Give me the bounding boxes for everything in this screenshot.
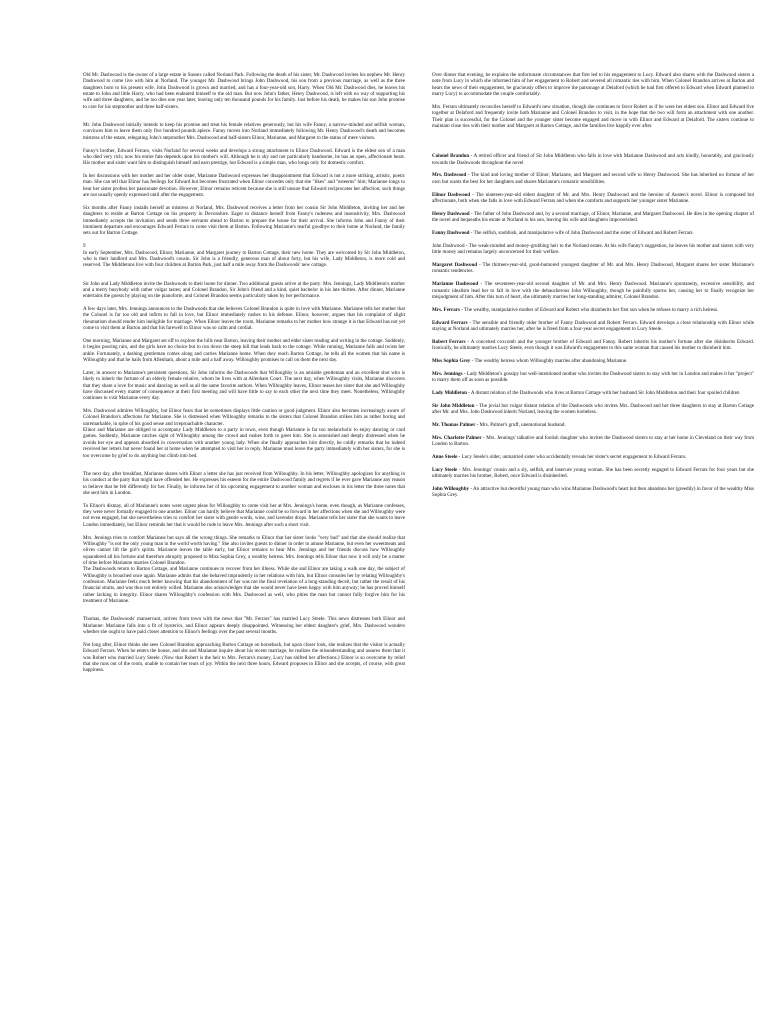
character-entry <box>432 454 754 460</box>
character-name: Mr. Thomas Palmer <box>432 422 476 429</box>
paragraph: In her discussions with her mother and her older sister, Marianne Dashwood expresses her disappointment that Edward is not a more striking, artistic, poetic man. She can tell that Elinor has feelings for Edward but becomes frustrated when Elinor concedes only that she "likes" and "esteems" him; Marianne longs to hear her sister profess her passionate devotion. However, Elinor remains reticent because she is still unsure that Edward reciprocates her affection; such things are not usually openly expressed until after the engagement. <box>83 173 405 199</box>
paragraph: Mr. John Dashwood initially intends to keep his promise and treat his female relatives generously, but his wife Fanny, a narrow-minded and selfish woman, convinces him to leave them only five hundred pounds apiece. Fanny moves into Norland immediately following Mr. Henry Dashwood's death and becomes mistress of the estate, relegating John's stepmother Mrs. Dashwood and half-sisters Elinor, Marianne, and Margaret to the status of mere visitors. <box>83 122 405 141</box>
character-name: Lady Middleton <box>432 390 467 396</box>
character-description: - The seventeen-year-old second daughter of Mr. and Mrs. Henry Dashwood. Marianne's spontaneity, excessive sensibility, and romantic idealism lead her to fall in love with the debaucherous John Willoughby, though he painfully spurns her, causing her to finally recognize her misjudgment of him. After this turn of heart, she ultimately marries her long-standing admirer, Colonel Brandon. <box>432 281 754 300</box>
character-description: - The thirteen-year-old, good-humored youngest daughter of Mr. and Mrs. Henry Dashwood, Margaret shares her sister Marianne's romantic tendencies. <box>432 262 755 275</box>
character-description: - The father of John Dashwood and, by a second marriage, of Elinor, Marianne, and Margaret Dashwood. He dies in the opening chapter of the novel and bequeaths his estate at Norland to his son, leaving his wife and daughters impoverished. <box>432 210 754 224</box>
character-name: Robert Ferrars <box>432 338 466 345</box>
character-entry <box>432 153 754 166</box>
character-description: - The selfish, snobbish, and manipulative wife of John Dashwood and the sister of Edward and Robert Ferrars. <box>469 230 694 236</box>
character-entry <box>432 422 754 428</box>
character-name: Sir John Middleton <box>432 402 475 409</box>
character-name: Mrs. Jennings <box>432 370 463 377</box>
paragraph: Mrs. Dashwood admires Willoughby, but Elinor fears that he sometimes displays little caution or good judgment. Elinor also becomes increasingly aware of Colonel Brandon's affections for Marianne. She is distressed when Willoughby remarks to the sisters that Colonel Brandon strikes him as rather boring and unremarkable, in spite of his good sense and irreproachable character. Elinor and Marianne are obliged to accompany Lady Middleton to a party in town, even though Marianne is far too melancholic to enjoy dancing or card games. Suddenly, Marianne catches sight of Willoughby among the crowd and rushes forth to greet him. She is astonished and deeply distressed when he avoids her eye and appears absorbed in conversation with another young lady. When she finally approaches him directly, he coldly remarks that he indeed received her letters but never found her at home when he attempted to visit her in reply. Marianne must leave the party immediately with her sisters, for she is too overcome by grief to do anything but climb into bed. <box>83 408 405 459</box>
paragraph: Fanny's brother, Edward Ferrars, visits Norland for several weeks and develops a strong attachment to Elinor Dashwood. Edward is the eldest son of a man who died very rich; now his entire fate depends upon his mother's will. Although he is shy and not particularly handsome, he has an open, affectionate heart. His mother and sister want him to distinguish himself and earn prestige, but Edward is a simple man, who longs only for domestic comfort. <box>83 147 405 167</box>
character-entry <box>432 262 754 275</box>
character-entry <box>432 172 754 185</box>
character-entry <box>432 467 754 480</box>
character-description: - A retired officer and friend of Sir John Middleton who falls in love with Marianne Dashwood and acts kindly, honorably, and graciously towards the Dashwoods throughout the novel <box>432 153 754 166</box>
character-entry <box>432 486 754 499</box>
character-entry <box>432 307 754 313</box>
paragraph: To Elinor's dismay, all of Marianne's notes were urgent pleas for Willoughby to come visit her at Mrs. Jennings's home, even though, as Marianne confesses, they were never formally engaged to one another. Elinor can hardly believe that Marianne could be so forward in her affections when she and Willoughby were not even engaged, but she nevertheless tries to comfort her sister with gentle words, wine, and lavender drops. Marianne tells her sister that she wants to leave London immediately, but Elinor reminds her that it would be rude to leave Mrs. Jennings after such a short visit. <box>83 502 405 528</box>
paragraph: Later, in answer to Marianne's persistent questions, Sir John informs the Dashwoods that Willoughby is an amiable gentleman and an excellent shot who is likely to inherit the fortune of an elderly female relative, whom he lives with at Allenham Court. The next day, when Willoughby visits, Marianne discovers that they share a love for music and dancing as well as all the same favorite authors. When Willoughby leaves, Elinor teases her sister that she and Willoughby have discussed every matter of consequence at their first meeting and will have little to say to each other the next time they meet. Nonetheless, Willoughby continues to visit Marianne every day. <box>83 369 405 402</box>
character-name: Mrs. Dashwood <box>432 172 467 179</box>
character-entry <box>432 435 754 448</box>
character-entry <box>432 339 754 352</box>
character-description: - The sensible and friendly older brother of Fanny Dashwood and Robert Ferrars. Edward develops a close relationship with Elinor while staying at Norland and ultimately marries her, after he is freed from a four-year secret engagement to Lucy Steele. <box>432 319 754 332</box>
left-column <box>83 72 405 680</box>
paragraph: Sir John and Lady Middleton invite the Dashwoods to their home for dinner. Two additional guests arrive at the party: Mrs. Jennings, Lady Middleton's mother and a merry busybody with rather vulgar tastes; and Colonel Brandon, Sir John's friend and a kind, quiet bachelor in his late thirties. After dinner, Marianne entertains the guests by playing on the pianoforte, and Colonel Brandon seems particularly taken by her performance. <box>83 280 405 300</box>
character-description: - The wealthy heiress whom Willoughby marries after abandoning Marianne. <box>470 357 628 364</box>
character-entry <box>432 390 754 396</box>
paragraph: Mrs. Jennings tries to comfort Marianne but says all the wrong things. She remarks to Elinor that her sister looks "very bad" and that she should realize that Willoughby "is not the only young man in the world worth having." She also invites guests to dinner in order to amuse Marianne, but even her sweetmeats and olives cannot lift the girl's spirits. Marianne leaves the table early, but Elinor remains to hear Mrs. Jennings and her friends discuss how Willoughby squandered all his fortune and therefore abruptly proposed to Miss Sophia Grey, a wealthy heiress. Mrs. Jennings tells Elinor that now it will only be a matter of time before Marianne marries Colonel Brandon. The Dashwoods return to Barton Cottage, and Marianne continues to recover from her illness. While she and Elinor are taking a walk one day, the subject of Willoughby is broached once again. Marianne admits that she behaved imprudently in her relations with him, but Elinor consoles her by relating Willoughby's confession. Marianne feels much better knowing that his abandonment of her was not the final revelation of a long-standing deceit, but rather the result of his financial straits, and was thus not entirely willed. Marianne also acknowledges that she would never have been happy with him anyway; he has proved himself rather lacking in integrity. Elinor shares Willoughby's confession with Mrs. Dashwood as well, who pities the man but cannot fully forgive him for his treatment of Marianne. <box>83 534 405 605</box>
character-entry <box>432 371 754 384</box>
character-name: John Willoughby <box>432 486 470 493</box>
character-entry <box>432 230 754 236</box>
character-name: Elinor Dashwood <box>432 191 471 198</box>
character-name: Lucy Steele <box>432 466 458 473</box>
paragraph: Six months after Fanny installs herself as mistress at Norland, Mrs. Dashwood receives a letter from her cousin Sir John Middleton, inviting her and her daughters to reside at Barton Cottage on his property in Devonshire. Eager to distance herself from Fanny's rudeness and insensitivity, Mrs. Dashwood immediately accepts the invitation and sends three servants ahead to Barton to prepare the house for their arrival. She informs John and Fanny of their imminent departure and encourages Edward Ferrars to come visit them at Barton. Following Marianne's tearful goodbye to their home at Norland, the family sets out for Barton Cottage. <box>83 205 405 237</box>
character-name: Margaret Dashwood <box>432 262 478 269</box>
character-description: - The nineteen-year-old eldest daughter of Mr. and Mrs. Henry Dashwood and the heroine of Austen's novel. Elinor is composed but affectionate, both when she falls in love with Edward Ferrars and when she comforts and supports her younger sister Marianne. <box>432 191 754 204</box>
character-description: - Mrs. Jennings' talkative and foolish daughter who invites the Dashwood sisters to stay at her home in Cleveland on their way from London to Barton. <box>432 434 755 448</box>
character-entry <box>432 281 754 300</box>
character-description: - The jovial but vulgar distant relation of the Dashwoods who invites Mrs. Dashwood and her three daughters to stay at Barton Cottage after Mr. and Mrs. John Dashwood inherit Norland, leaving the women homeless. <box>432 402 754 416</box>
character-name: Mrs. Ferrars <box>432 306 461 313</box>
character-name: Edward Ferrars <box>432 319 468 326</box>
paragraph: Over dinner that evening, he explains the unfortunate circumstances that first led to his engagement to Lucy. Edward also shares with the Dashwood sisters a note from Lucy in which she informed him of her engagement to Robert and severed all romantic ties with him. When Colonel Brandon arrives at Barton and hears the news of their engagement, he graciously offers to improve the parsonage at Delaford (which he had first offered to Edward when Edward planned to marry Lucy) to accommodate the couple comfortably. <box>432 72 754 98</box>
character-entry <box>432 211 754 224</box>
character-name: Marianne Dashwood <box>432 281 479 288</box>
character-name: John Dashwood <box>432 242 465 249</box>
character-description: - Mrs. Palmer's gruff, unemotional husband. <box>475 422 566 429</box>
character-description: - Lady Middleton's gossipy but well-intentioned mother who invites the Dashwood sisters to stay with her in London and makes it her "project" to marry them off as soon as possible. <box>432 370 754 384</box>
paragraph: Mrs. Ferrars ultimately reconciles herself to Edward's new situation, though she continues to favor Robert as if he were her eldest son. Elinor and Edward live together at Delaford and frequently invite both Marianne and Colonel Brandon to visit, in the hope that the two will form an attachment with one another. Their plan is successful, for the Colonel and the younger sister become engaged and move in with Elinor and Edward at Delaford. The sisters continue to maintain close ties with their mother and Margaret at Barton Cottage, and the families live happily ever after. <box>432 103 754 129</box>
paragraph: Not long after, Elinor thinks she sees Colonel Brandon approaching Barton Cottage on horseback, but upon closer look, she realizes that the visitor is actually Edward Ferrars. When he enters the house, and she and Marianne inquire about his recent marriage, he realizes the misunderstanding and assures them that it was Robert who married Lucy Steele. (Now that Robert is the heir to Mrs. Ferrars's money, Lucy has shifted her affections.) Elinor is so overcome by relief that she runs out of the room, unable to contain her tears of joy. Within the next three hours, Edward proposes to Elinor and she accepts, of course, with great happiness. <box>83 641 405 674</box>
character-description: - An attractive but deceitful young man who wins Marianne Dashwood's heart but then abandons her (greedily) in favor of the wealthy Miss Sophia Grey. <box>432 486 755 499</box>
character-entry <box>432 320 754 333</box>
character-list <box>432 153 754 499</box>
paragraph: 9 In early September, Mrs. Dashwood, Elinor, Marianne, and Margaret journey to Barton Cottage, their new home. They are welcomed by Sir John Middleton, who is their landlord and Mrs. Dashwood's cousin. Sir John is a friendly, generous man of about forty, but his wife, Lady Middleton, is more cold and reserved. The Middletons live with four children at Barton Park, just half a mile away from the Dashwoods' new cottage. <box>83 243 405 269</box>
character-description: - The weak-minded and money-grubbing heir to the Norland estate. At his wife Fanny's suggestion, he leaves his mother and sisters with very little money and remains largely unconcerned for their welfare. <box>432 242 754 256</box>
character-entry <box>432 192 754 205</box>
character-entry <box>432 243 754 256</box>
character-entry <box>432 358 754 364</box>
character-description: - The kind and loving mother of Elinor, Marianne, and Margaret and second wife to Henry Dashwood. She has inherited no fortune of her own but wants the best for her daughters and shares Marianne's romantic sensibilities. <box>432 172 754 185</box>
character-name: Henry Dashwood <box>432 210 470 217</box>
character-name: Mrs. Charlotte Palmer <box>432 434 482 441</box>
character-description: - A conceited coxcomb and the younger brother of Edward and Fanny. Robert inherits his mother's fortune after she disinherits Edward. Ironically, he ultimately marries Lucy Steele, even though it was Edward's engagement to this same woman that caused his mother to disinherit him. <box>432 338 754 352</box>
character-name: Anne Steele <box>432 454 458 461</box>
character-description: - Mrs. Jennings' cousin and a sly, selfish, and insecure young woman. She has been secretly engaged to Edward Ferrars for four years but she ultimately marries his brother, Robert, once Edward is disinherited. <box>432 466 755 480</box>
character-description: - The wealthy, manipulative mother of Edward and Robert who disinherits her first son when he refuses to marry a rich heiress. <box>460 306 719 313</box>
paragraph: A few days later, Mrs. Jennings announces to the Dashwoods that she believes Colonel Brandon is quite in love with Marianne. Marianne tells her mother that the Colonel is far too old and infirm to fall in love, but Elinor immediately rushes to his defense. Elinor, however, argues that his complaint of slight rheumatism should render him ineligible for marriage. When Elinor leaves the room, Marianne remarks to her mother how strange it is that Edward has not yet come to visit them at Barton and that his farewell to Elinor was so calm and cordial. <box>83 306 405 332</box>
paragraph: Thomas, the Dashwoods' manservant, arrives from town with the news that "Mr. Ferrars" has married Lucy Steele. This news distresses both Elinor and Marianne: Marianne falls into a fit of hysterics, and Elinor appears deeply disappointed. Witnessing her eldest daughter's grief, Mrs. Dashwood wonders whether she ought to have paid closer attention to Elinor's feelings over the past several months. <box>83 616 405 636</box>
paragraph: One morning, Marianne and Margaret set off to explore the hills near Barton, leaving their mother and elder sister reading and writing in the cottage. Suddenly, it begins pouring rain, and the girls have no choice but to run down the steep hill that leads back to the cottage. While running, Marianne falls and twists her ankle. Fortunately, a dashing gentleman comes along and carries Marianne home. When they reach Barton Cottage, he tells all the women that his name is Willoughby and that he hails from Allenham, about a mile and a half away. Willoughby promises to call on them the next day. <box>83 338 405 364</box>
character-description: - A distant relation of the Dashwoods who lives at Barton Cottage with her husband Sir John Middleton and their four spoiled children <box>466 390 740 396</box>
character-description: - Lucy Steele's older, unmarried sister who accidentally reveals her sister's secret engagement to Edward Ferrars. <box>457 454 687 461</box>
character-name: Miss Sophia Grey <box>432 357 471 364</box>
paragraph: Old Mr. Dashwood is the owner of a large estate in Sussex called Norland Park. Following the death of his sister, Mr. Dashwood invites his nephew Mr. Henry Dashwood to come live with him at Norland. The younger Mr. Dashwood brings John Dashwood, his son from a previous marriage, as well as the three daughters born to his present wife. John Dashwood is grown and married, and has a four-year-old son, Harry. When Old Mr. Dashwood dies, he leaves his estate to John and little Harry, who had been endeared himself to the old man. But now John's father, Henry Dashwood, is left with no way of supporting his wife and three daughters, and he too dies one year later, leaving only ten thousand pounds for his family. Just before his death, he makes his son John promise to care for his stepmother and three half-sisters. <box>83 72 405 110</box>
right-column <box>432 72 754 505</box>
character-name: Colonel Brandon <box>432 153 470 160</box>
character-name: Fanny Dashwood <box>432 230 470 236</box>
character-entry <box>432 403 754 416</box>
paragraph: The next day, after breakfast, Marianne shares with Elinor a letter she has just received from Willoughby. In his letter, Willoughby apologizes for anything in his conduct at the party that might have offended her. He expresses his esteem for the entire Dashwood family and regrets if he ever gave Marianne any reason to believe that he felt differently for her. Finally, he informs her of his upcoming engagement to another woman and encloses in his letter the three notes that she sent him in London. <box>83 470 405 496</box>
